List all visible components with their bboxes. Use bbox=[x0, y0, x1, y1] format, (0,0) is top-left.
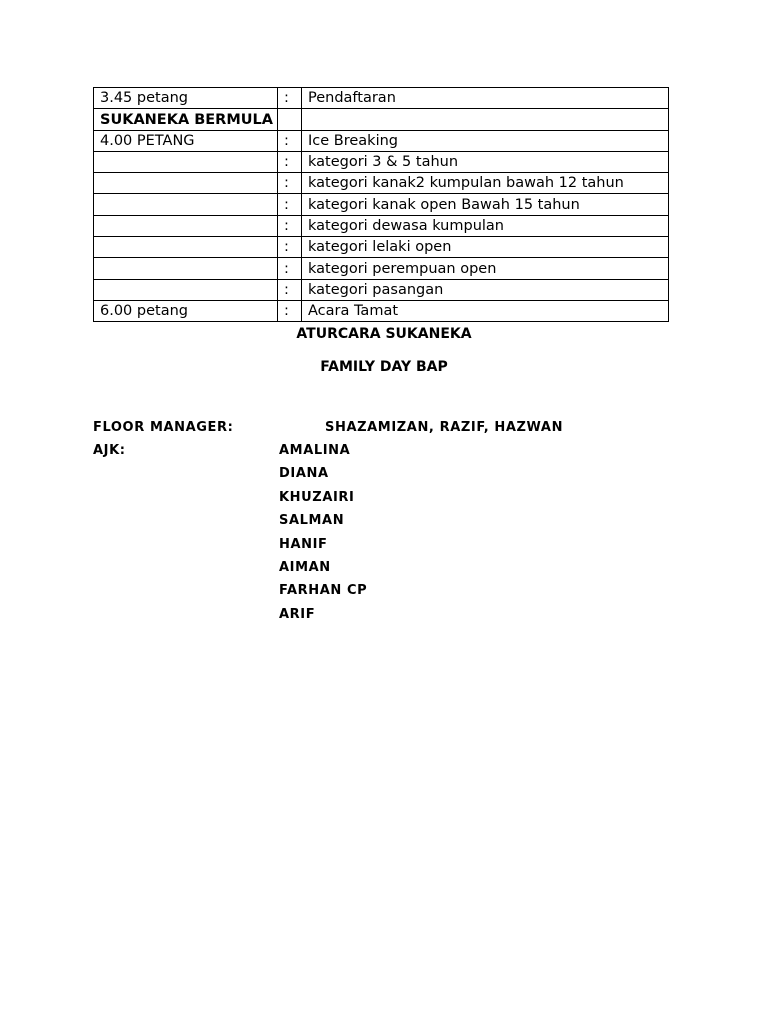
schedule-table-body bbox=[94, 88, 669, 322]
schedule-time-cell: 4.00 PETANG bbox=[94, 130, 278, 151]
schedule-separator-cell: : bbox=[278, 258, 302, 279]
schedule-separator-cell: : bbox=[278, 194, 302, 215]
schedule-activity-cell: kategori perempuan open bbox=[302, 258, 669, 279]
ajk-label: AJK: bbox=[93, 443, 126, 458]
schedule-activity-cell: kategori kanak open Bawah 15 tahun bbox=[302, 194, 669, 215]
document-title: ATURCARA SUKANEKA bbox=[296, 326, 472, 342]
schedule-time-cell bbox=[94, 173, 278, 194]
ajk-member: SALMAN bbox=[279, 513, 345, 529]
schedule-time-cell bbox=[94, 258, 278, 279]
schedule-separator-cell: : bbox=[278, 130, 302, 151]
schedule-separator-cell: : bbox=[278, 300, 302, 321]
schedule-separator-cell: : bbox=[278, 279, 302, 300]
ajk-member-list bbox=[279, 443, 367, 630]
schedule-activity-cell: kategori dewasa kumpulan bbox=[302, 215, 669, 236]
schedule-separator-cell bbox=[278, 109, 302, 130]
schedule-activity-cell: kategori pasangan bbox=[302, 279, 669, 300]
schedule-row bbox=[94, 237, 669, 258]
floor-manager-label: FLOOR MANAGER: bbox=[93, 420, 234, 435]
ajk-member: DIANA bbox=[279, 466, 329, 482]
schedule-separator-cell: : bbox=[278, 237, 302, 258]
schedule-row bbox=[94, 151, 669, 172]
schedule-time-cell: SUKANEKA BERMULA bbox=[94, 109, 278, 130]
schedule-activity-cell: kategori kanak2 kumpulan bawah 12 tahun bbox=[302, 173, 669, 194]
schedule-separator-cell: : bbox=[278, 215, 302, 236]
schedule-time-cell bbox=[94, 151, 278, 172]
schedule-row bbox=[94, 194, 669, 215]
schedule-separator-cell: : bbox=[278, 173, 302, 194]
document-subtitle: FAMILY DAY BAP bbox=[320, 359, 448, 375]
ajk-member: ARIF bbox=[279, 606, 316, 622]
ajk-member: FARHAN CP bbox=[279, 583, 368, 599]
schedule-row bbox=[94, 109, 669, 130]
schedule-activity-cell: Acara Tamat bbox=[302, 300, 669, 321]
schedule-activity-cell: kategori 3 & 5 tahun bbox=[302, 151, 669, 172]
schedule-row bbox=[94, 130, 669, 151]
schedule-row bbox=[94, 215, 669, 236]
floor-manager-names: SHAZAMIZAN, RAZIF, HAZWAN bbox=[325, 420, 564, 435]
ajk-member: HANIF bbox=[279, 536, 328, 552]
schedule-time-cell bbox=[94, 215, 278, 236]
schedule-time-cell: 3.45 petang bbox=[94, 88, 278, 109]
schedule-activity-cell: Ice Breaking bbox=[302, 130, 669, 151]
schedule-row bbox=[94, 88, 669, 109]
schedule-separator-cell: : bbox=[278, 88, 302, 109]
ajk-member: AIMAN bbox=[279, 559, 331, 575]
schedule-activity-cell: Pendaftaran bbox=[302, 88, 669, 109]
schedule-time-cell bbox=[94, 194, 278, 215]
schedule-row bbox=[94, 279, 669, 300]
schedule-row bbox=[94, 173, 669, 194]
schedule-table bbox=[93, 87, 669, 322]
schedule-separator-cell: : bbox=[278, 151, 302, 172]
schedule-row bbox=[94, 258, 669, 279]
schedule-time-cell: 6.00 petang bbox=[94, 300, 278, 321]
schedule-row bbox=[94, 300, 669, 321]
schedule-activity-cell: kategori lelaki open bbox=[302, 237, 669, 258]
schedule-activity-cell bbox=[302, 109, 669, 130]
schedule-time-cell bbox=[94, 279, 278, 300]
ajk-member: KHUZAIRI bbox=[279, 489, 355, 505]
ajk-member: AMALINA bbox=[279, 443, 351, 458]
schedule-time-cell bbox=[94, 237, 278, 258]
